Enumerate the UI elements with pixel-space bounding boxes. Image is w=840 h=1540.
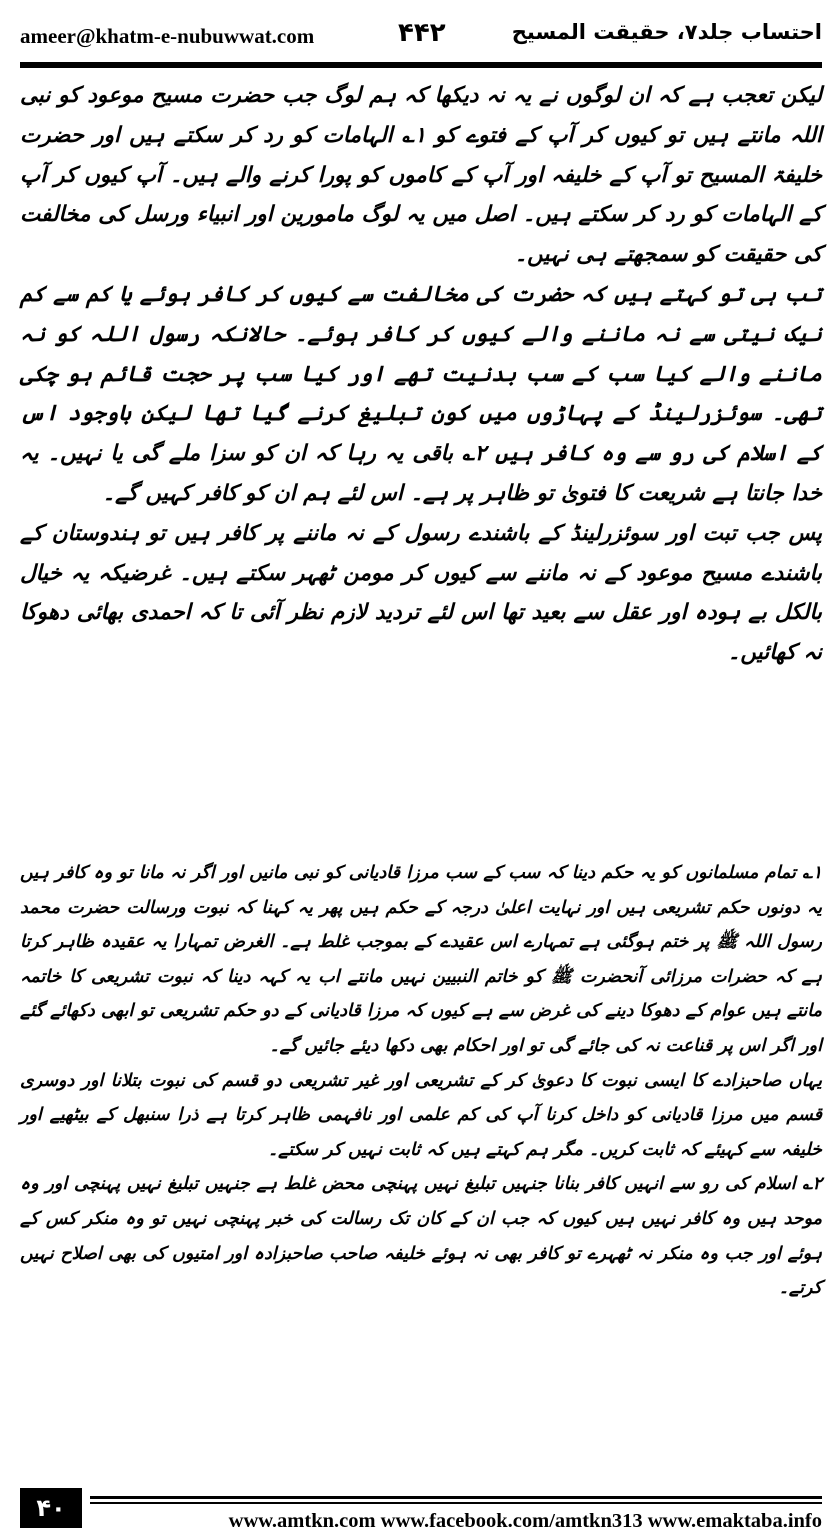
footnote-2: ۲؎ اسلام کی رو سے انہیں کافر بنانا جنہیں تبلیغ نہیں پہنچی محض غلط ہے جنہیں تبلیغ نہیں پہنچی اور وہ موحد ہیں وہ کافر نہیں ہیں کیوں کہ جب ان کے کان تک رسالت کی خبر پہنچی نہیں تو وہ منکر کس کے ہوئے اور جب وہ منکر نہ ٹھہرے تو کافر بھی نہ ہوئے خلیفہ صاحب صاحبزادہ اور امتیوں کی بھی اصلاح نہیں کرتے۔ <box>20 1174 822 1299</box>
header-email: ameer@khatm-e-nubuwwat.com <box>20 24 315 48</box>
footnote-block <box>20 856 822 1306</box>
footer-rule-thick <box>90 1496 822 1499</box>
main-text <box>20 76 822 673</box>
paragraph-3: پس جب تبت اور سوئزرلینڈ کے باشندے رسول کے نہ ماننے پر کافر ہیں تو ہندوستان کے باشندے مسیح موعود کے نہ ماننے سے کیوں کر مومن ٹھہر سکتے ہیں۔ غرضیکہ یہ خیال بالکل بے ہودہ اور عقل سے بعید تھا اس لئے تردید لازم نظر آئی تا کہ احمدی بھائی دھوکا نہ کھائیں۔ <box>20 520 822 666</box>
paragraph-1: لیکن تعجب ہے کہ ان لوگوں نے یہ نہ دیکھا کہ ہم لوگ جب حضرت مسیح موعود کو نبی اللہ مانتے ہیں تو کیوں کر آپ کے فتوے کو ۱؎ الہامات کو رد کر سکتے ہیں اور حضرت خلیفۃ المسیح تو آپ کے خلیفہ اور آپ کے کاموں کو پورا کرنے والے ہیں۔ آپ کیوں کر آپ کے الہامات کو رد کر سکتے ہیں۔ اصل میں یہ لوگ مامورین اور انبیاء ورسل کی مخالفت کی حقیقت کو سمجھتے ہی نہیں۔ <box>20 83 822 268</box>
header-page-number: ۴۴۲ <box>398 18 446 48</box>
page-header <box>20 18 822 58</box>
footer-websites: www.amtkn.com www.facebook.com/amtkn313 www.emaktaba.info <box>228 1510 822 1532</box>
header-rule <box>20 62 822 68</box>
footnote-1-continuation: یہاں صاحبزادے کا ایسی نبوت کا دعویٰ کر کے تشریعی اور غیر تشریعی دو قسم کی نبوت بتلانا اور دوسری قسم میں مرزا قادیانی کو داخل کرنا آپ کی کم علمی اور نافہمی ظاہر کرتا ہے ذرا سنبھل کے بیٹھیے اور خلیفہ سے کہیئے کہ ثابت کریں۔ مگر ہم کہتے ہیں کہ ثابت نہیں کر سکتے۔ <box>20 1070 822 1160</box>
footer-rule-thin <box>90 1502 822 1504</box>
header-book-title: احتساب جلد۷، حقیقت المسیح <box>511 20 822 44</box>
page-footer <box>20 1488 822 1532</box>
footnote-1: ۱؎ تمام مسلمانوں کو یہ حکم دینا کہ سب کے سب مرزا قادیانی کو نبی مانیں اور اگر نہ مانا تو وہ کافر ہیں یہ دونوں حکم تشریعی ہیں اور نہایت اعلیٰ درجہ کے حکم ہیں پھر یہ کہنا کہ نبوت ورسالت حضرت محمد رسول اللہ ﷺ پر ختم ہوگئی ہے تمہارے اس عقیدے کے بموجب غلط ہے۔ الغرض تمہارا یہ عقیدہ ظاہر کرتا ہے کہ حضرات مرزائی آنحضرت ﷺ کو خاتم النبیین نہیں مانتے اب یہ کہہ دینا کہ نبوت تشریعی کا خاتمہ مانتے ہیں عوام کے دھوکا دینے کی غرض سے ہے کیوں کہ مرزا قادیانی کے دو حکم تشریعی تو ابھی دکھائے گئے اور اگر اس پر قناعت نہ کی جائے گی تو اور احکام بھی دکھا دیئے جائیں گے۔ <box>20 863 822 1056</box>
footer-volume-page: ۴۰ <box>20 1488 82 1528</box>
paragraph-2: تب ہی تو کہتے ہیں کہ حضرت کی مخالفت سے کیوں کر کافر ہوئے یا کم سے کم نیک نیتی سے نہ ماننے والے کیوں کر کافر ہوئے۔ حالانکہ رسول اللہ کو نہ ماننے والے کیا سب کے سب بدنیت تھے اور کیا سب پر حجت قائم ہو چکی تھی۔ سوئزرلینڈ کے پہاڑوں میں کون تبلیغ کرنے گیا تھا لیکن باوجود اس کے اسلام کی رو سے وہ کافر ہیں ۲؎ باقی یہ رہا کہ ان کو سزا ملے گی یا نہیں۔ یہ خدا جانتا ہے شریعت کا فتویٰ تو ظاہر پر ہے۔ اس لئے ہم ان کو کافر کہیں گے۔ <box>20 281 822 506</box>
